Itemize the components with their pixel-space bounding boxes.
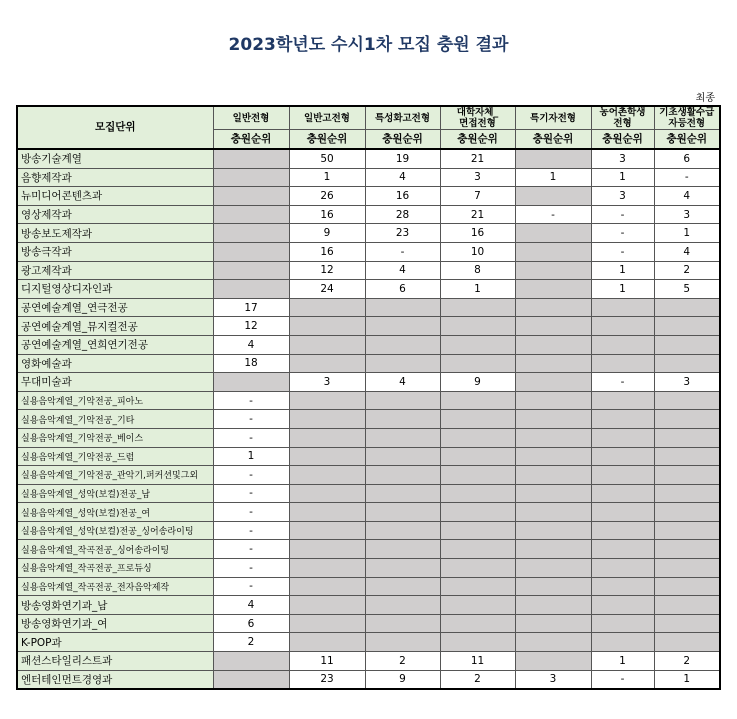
rank-cell: 5: [654, 280, 720, 299]
rank-cell: 16: [289, 205, 365, 224]
table-row: [17, 298, 720, 317]
empty-cell: [515, 614, 591, 633]
empty-cell: [440, 559, 515, 578]
empty-cell: [440, 484, 515, 503]
header-type: 일반전형: [213, 106, 289, 130]
empty-cell: [515, 428, 591, 447]
empty-cell: [515, 559, 591, 578]
unit-name: 공연예술계열_연극전공: [17, 298, 213, 317]
unit-name: 무대미술과: [17, 373, 213, 392]
empty-cell: [440, 317, 515, 336]
empty-cell: [213, 205, 289, 224]
rank-cell: 3: [591, 187, 654, 206]
rank-cell: 50: [289, 149, 365, 168]
empty-cell: [289, 614, 365, 633]
unit-name: K-POP과: [17, 633, 213, 652]
rank-cell: 8: [440, 261, 515, 280]
empty-cell: [440, 391, 515, 410]
unit-name: 실용음악계열_작곡전공_전자음악제작: [17, 577, 213, 596]
rank-cell: -: [591, 224, 654, 243]
header-row: [17, 106, 720, 130]
empty-cell: [515, 317, 591, 336]
empty-cell: [289, 633, 365, 652]
empty-cell: [654, 428, 720, 447]
empty-cell: [591, 503, 654, 522]
rank-cell: -: [515, 205, 591, 224]
rank-cell: -: [365, 242, 440, 261]
table-row: [17, 280, 720, 299]
unit-name: 엔터테인먼트경영과: [17, 670, 213, 689]
table-row: [17, 447, 720, 466]
rank-cell: -: [591, 373, 654, 392]
table-row: [17, 633, 720, 652]
empty-cell: [365, 317, 440, 336]
empty-cell: [515, 335, 591, 354]
table-row: [17, 373, 720, 392]
rank-cell: 23: [289, 670, 365, 689]
header-type: 대학자체_ 면접전형: [440, 106, 515, 130]
empty-cell: [591, 391, 654, 410]
empty-cell: [365, 354, 440, 373]
results-table: [16, 105, 721, 690]
empty-cell: [289, 335, 365, 354]
empty-cell: [591, 410, 654, 429]
rank-cell: 24: [289, 280, 365, 299]
empty-cell: [591, 428, 654, 447]
empty-cell: [515, 187, 591, 206]
empty-cell: [654, 335, 720, 354]
empty-cell: [365, 540, 440, 559]
empty-cell: [515, 410, 591, 429]
subheader-rank: 충원순위: [515, 130, 591, 150]
rank-cell: 16: [440, 224, 515, 243]
table-row: [17, 335, 720, 354]
table-row: [17, 410, 720, 429]
rank-cell: 1: [591, 168, 654, 187]
empty-cell: [365, 466, 440, 485]
rank-cell: 4: [365, 373, 440, 392]
empty-cell: [654, 484, 720, 503]
empty-cell: [213, 373, 289, 392]
empty-cell: [289, 559, 365, 578]
empty-cell: [213, 149, 289, 168]
empty-cell: [365, 633, 440, 652]
rank-cell: 11: [440, 652, 515, 671]
empty-cell: [515, 484, 591, 503]
rank-cell: 3: [591, 149, 654, 168]
empty-cell: [440, 447, 515, 466]
unit-name: 디지털영상디자인과: [17, 280, 213, 299]
empty-cell: [515, 280, 591, 299]
empty-cell: [440, 335, 515, 354]
empty-cell: [591, 317, 654, 336]
empty-cell: [440, 521, 515, 540]
empty-cell: [515, 540, 591, 559]
rank-cell: 16: [289, 242, 365, 261]
unit-name: 실용음악계열_성악(보컬)전공_여: [17, 503, 213, 522]
empty-cell: [654, 503, 720, 522]
empty-cell: [213, 652, 289, 671]
rank-cell: 10: [440, 242, 515, 261]
empty-cell: [289, 596, 365, 615]
rank-cell: 12: [289, 261, 365, 280]
table-row: [17, 670, 720, 689]
empty-cell: [289, 428, 365, 447]
unit-name: 영상제작과: [17, 205, 213, 224]
empty-cell: [654, 466, 720, 485]
empty-cell: [213, 280, 289, 299]
rank-cell: 1: [213, 447, 289, 466]
empty-cell: [289, 447, 365, 466]
table-row: [17, 149, 720, 168]
unit-name: 실용음악계열_기악전공_피아노: [17, 391, 213, 410]
unit-name: 방송기술계열: [17, 149, 213, 168]
empty-cell: [515, 466, 591, 485]
empty-cell: [440, 354, 515, 373]
rank-cell: 19: [365, 149, 440, 168]
unit-name: 실용음악계열_기악전공_기타: [17, 410, 213, 429]
rank-cell: 9: [365, 670, 440, 689]
rank-cell: 1: [654, 670, 720, 689]
empty-cell: [591, 447, 654, 466]
empty-cell: [440, 410, 515, 429]
empty-cell: [440, 466, 515, 485]
empty-cell: [365, 391, 440, 410]
header-type: 특성화고전형: [365, 106, 440, 130]
rank-cell: 6: [654, 149, 720, 168]
unit-name: 영화예술과: [17, 354, 213, 373]
empty-cell: [213, 224, 289, 243]
rank-cell: -: [213, 577, 289, 596]
rank-cell: 1: [440, 280, 515, 299]
header-type: 농어촌학생 전형: [591, 106, 654, 130]
header-type: 기초생활수급 자등전형: [654, 106, 720, 130]
empty-cell: [289, 540, 365, 559]
rank-cell: 2: [213, 633, 289, 652]
unit-name: 음향제작과: [17, 168, 213, 187]
empty-cell: [365, 335, 440, 354]
unit-name: 공연예술계열_연희연기전공: [17, 335, 213, 354]
rank-cell: -: [591, 670, 654, 689]
unit-name: 공연예술계열_뮤지컬전공: [17, 317, 213, 336]
rank-cell: 4: [213, 596, 289, 615]
table-row: [17, 614, 720, 633]
rank-cell: 4: [654, 242, 720, 261]
unit-name: 실용음악계열_기악전공_베이스: [17, 428, 213, 447]
unit-name: 실용음악계열_작곡전공_프로듀싱: [17, 559, 213, 578]
empty-cell: [440, 614, 515, 633]
table-row: [17, 652, 720, 671]
empty-cell: [365, 577, 440, 596]
rank-cell: -: [654, 168, 720, 187]
empty-cell: [515, 596, 591, 615]
empty-cell: [654, 391, 720, 410]
subheader-rank: 충원순위: [365, 130, 440, 150]
empty-cell: [654, 447, 720, 466]
rank-cell: 4: [654, 187, 720, 206]
empty-cell: [515, 354, 591, 373]
empty-cell: [591, 596, 654, 615]
table-row: [17, 521, 720, 540]
rank-cell: -: [213, 521, 289, 540]
rank-cell: 2: [440, 670, 515, 689]
subheader-rank: 충원순위: [591, 130, 654, 150]
empty-cell: [289, 521, 365, 540]
empty-cell: [515, 633, 591, 652]
table-row: [17, 224, 720, 243]
empty-cell: [365, 503, 440, 522]
rank-cell: 9: [440, 373, 515, 392]
empty-cell: [440, 577, 515, 596]
subheader-rank: 충원순위: [654, 130, 720, 150]
rank-cell: 6: [213, 614, 289, 633]
unit-name: 방송보도제작과: [17, 224, 213, 243]
empty-cell: [515, 503, 591, 522]
unit-name: 실용음악계열_작곡전공_싱어송라이팅: [17, 540, 213, 559]
empty-cell: [289, 466, 365, 485]
empty-cell: [591, 614, 654, 633]
page-title: 2023학년도 수시1차 모집 충원 결과: [228, 35, 509, 55]
empty-cell: [365, 559, 440, 578]
rank-cell: 6: [365, 280, 440, 299]
empty-cell: [654, 614, 720, 633]
table-row: [17, 466, 720, 485]
empty-cell: [289, 317, 365, 336]
empty-cell: [654, 354, 720, 373]
empty-cell: [591, 298, 654, 317]
rank-cell: -: [213, 391, 289, 410]
empty-cell: [213, 242, 289, 261]
empty-cell: [654, 596, 720, 615]
table-row: [17, 540, 720, 559]
table-row: [17, 484, 720, 503]
rank-cell: -: [213, 484, 289, 503]
rank-cell: 2: [365, 652, 440, 671]
empty-cell: [289, 577, 365, 596]
rank-cell: 1: [654, 224, 720, 243]
unit-name: 실용음악계열_성악(보컬)전공_남: [17, 484, 213, 503]
empty-cell: [515, 521, 591, 540]
empty-cell: [591, 466, 654, 485]
unit-name: 방송영화연기과_여: [17, 614, 213, 633]
rank-cell: 3: [440, 168, 515, 187]
empty-cell: [365, 614, 440, 633]
empty-cell: [515, 447, 591, 466]
empty-cell: [365, 596, 440, 615]
rank-cell: 21: [440, 149, 515, 168]
table-row: [17, 577, 720, 596]
rank-cell: 7: [440, 187, 515, 206]
empty-cell: [440, 298, 515, 317]
rank-cell: 26: [289, 187, 365, 206]
empty-cell: [440, 428, 515, 447]
empty-cell: [515, 261, 591, 280]
table-row: [17, 354, 720, 373]
rank-cell: 4: [365, 168, 440, 187]
empty-cell: [654, 410, 720, 429]
empty-cell: [440, 540, 515, 559]
empty-cell: [515, 242, 591, 261]
empty-cell: [289, 298, 365, 317]
table-row: [17, 503, 720, 522]
empty-cell: [654, 521, 720, 540]
table-row: [17, 559, 720, 578]
empty-cell: [515, 391, 591, 410]
rank-cell: 4: [213, 335, 289, 354]
empty-cell: [365, 298, 440, 317]
unit-name: 패션스타일리스트과: [17, 652, 213, 671]
rank-cell: 18: [213, 354, 289, 373]
empty-cell: [289, 354, 365, 373]
rank-cell: 28: [365, 205, 440, 224]
final-note: 최종: [695, 93, 715, 104]
unit-name: 실용음악계열_기악전공_관악기,퍼커션및그외: [17, 466, 213, 485]
empty-cell: [289, 503, 365, 522]
empty-cell: [591, 540, 654, 559]
empty-cell: [591, 577, 654, 596]
subheader-rank: 충원순위: [289, 130, 365, 150]
empty-cell: [440, 596, 515, 615]
empty-cell: [654, 540, 720, 559]
empty-cell: [365, 410, 440, 429]
table-row: [17, 168, 720, 187]
header-type: 일반고전형: [289, 106, 365, 130]
empty-cell: [591, 559, 654, 578]
empty-cell: [591, 484, 654, 503]
empty-cell: [515, 652, 591, 671]
empty-cell: [365, 447, 440, 466]
rank-cell: 11: [289, 652, 365, 671]
empty-cell: [440, 503, 515, 522]
rank-cell: 21: [440, 205, 515, 224]
unit-name: 광고제작과: [17, 261, 213, 280]
rank-cell: 1: [591, 261, 654, 280]
empty-cell: [654, 633, 720, 652]
empty-cell: [289, 410, 365, 429]
table-row: [17, 391, 720, 410]
empty-cell: [515, 224, 591, 243]
rank-cell: -: [591, 242, 654, 261]
table-row: [17, 428, 720, 447]
empty-cell: [591, 521, 654, 540]
empty-cell: [515, 373, 591, 392]
empty-cell: [440, 633, 515, 652]
empty-cell: [213, 168, 289, 187]
unit-name: 방송극작과: [17, 242, 213, 261]
empty-cell: [213, 187, 289, 206]
rank-cell: 16: [365, 187, 440, 206]
table-row: [17, 242, 720, 261]
rank-cell: -: [213, 466, 289, 485]
empty-cell: [213, 261, 289, 280]
subheader-rank: 충원순위: [213, 130, 289, 150]
rank-cell: 3: [654, 205, 720, 224]
rank-cell: 1: [591, 652, 654, 671]
empty-cell: [515, 298, 591, 317]
rank-cell: -: [213, 428, 289, 447]
empty-cell: [654, 577, 720, 596]
empty-cell: [591, 335, 654, 354]
rank-cell: 17: [213, 298, 289, 317]
unit-name: 뉴미디어콘텐츠과: [17, 187, 213, 206]
rank-cell: 3: [654, 373, 720, 392]
rank-cell: 1: [515, 168, 591, 187]
header-unit: 모집단위: [17, 106, 213, 149]
table-row: [17, 596, 720, 615]
rank-cell: 4: [365, 261, 440, 280]
rank-cell: 12: [213, 317, 289, 336]
empty-cell: [654, 559, 720, 578]
empty-cell: [365, 428, 440, 447]
table-row: [17, 317, 720, 336]
empty-cell: [365, 521, 440, 540]
empty-cell: [591, 354, 654, 373]
table-row: [17, 261, 720, 280]
subheader-rank: 충원순위: [440, 130, 515, 150]
rank-cell: -: [213, 540, 289, 559]
empty-cell: [289, 391, 365, 410]
table-row: [17, 205, 720, 224]
rank-cell: -: [213, 410, 289, 429]
empty-cell: [213, 670, 289, 689]
table-row: [17, 187, 720, 206]
rank-cell: 23: [365, 224, 440, 243]
rank-cell: 1: [591, 280, 654, 299]
unit-name: 실용음악계열_기악전공_드럼: [17, 447, 213, 466]
empty-cell: [591, 633, 654, 652]
unit-name: 방송영화연기과_남: [17, 596, 213, 615]
empty-cell: [515, 149, 591, 168]
empty-cell: [654, 298, 720, 317]
rank-cell: 1: [289, 168, 365, 187]
rank-cell: 9: [289, 224, 365, 243]
rank-cell: 3: [515, 670, 591, 689]
rank-cell: -: [213, 503, 289, 522]
rank-cell: -: [213, 559, 289, 578]
rank-cell: 3: [289, 373, 365, 392]
rank-cell: 2: [654, 652, 720, 671]
rank-cell: 2: [654, 261, 720, 280]
header-type: 특기자전형: [515, 106, 591, 130]
empty-cell: [289, 484, 365, 503]
unit-name: 실용음악계열_성악(보컬)전공_싱어송라이팅: [17, 521, 213, 540]
empty-cell: [654, 317, 720, 336]
empty-cell: [365, 484, 440, 503]
empty-cell: [515, 577, 591, 596]
rank-cell: -: [591, 205, 654, 224]
